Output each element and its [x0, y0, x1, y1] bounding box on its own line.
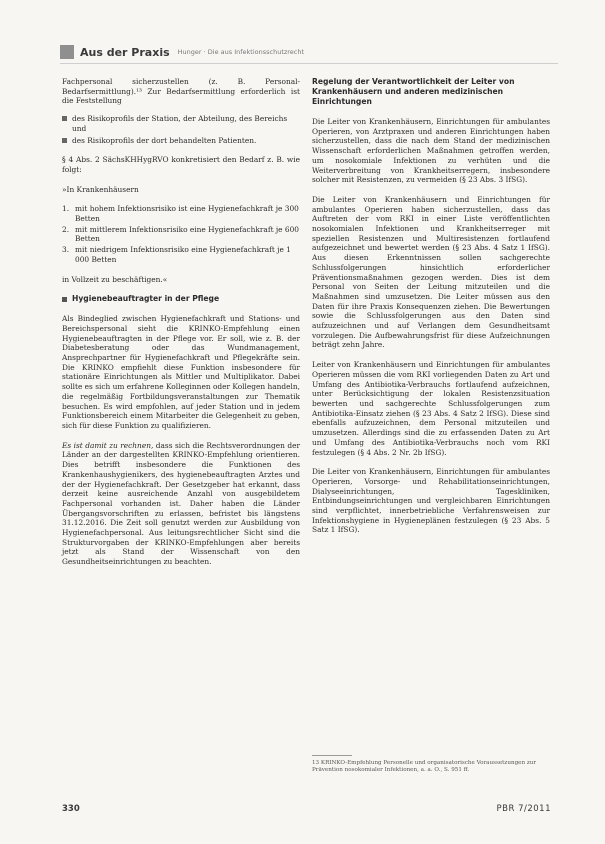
left-paragraph-5: Als Bindeglied zwischen Hygienefachkraft und Stations- und Bereichspersonal sieht die KRINKO-Empfehlung einen Hygienebeauftragten in der Pflege vor. Er soll, wie z. B. der Diabetesberatung oder das Wundmanagement, Ansprechpartner für Hygienefachkraft und Pflegekräfte sein. Die KRINKO empfiehlt diese Funktion insbesondere für stationäre Einrichtungen als Mittler und Multiplikator. Dabei sollte es sich um erfahrene Kolleginnen oder Kollegen handeln, die regelmäßig Fortbildungsveranstaltungen zur Thematik besuchen. Es wird empfohlen, auf jeder Station und in jedem Funktionsbereich einem Mitarbeiter die Gelegenheit zu geben, sich für diese Funktion zu qualifizieren. [62, 314, 300, 430]
list-number: 3. [62, 245, 70, 255]
list-text: mit mittlerem Infektionsrisiko eine Hygienefachkraft je 600 Betten [75, 224, 300, 244]
paragraph-text: dass sich die Rechtsverordnungen der Länder an der dargestellten KRINKO-Empfehlung orientieren. Dies betrifft insbesondere die Funktionen des Krankenhaushygienikers, des hygienebeauftragten Arztes und der der Hygienefachkraft. Der Gesetzgeber hat erkannt, dass derzeit keine ausreichende Anzahl von ausgebildetem Fachpersonal vorhanden ist. Daher haben die Länder Übergangsvorschriften zu erlassen, befristet bis längstens 31.12.2016. Die Zeit soll genutzt werden zur Ausbildung von Hygienefachpersonal. Aus leitungsrechtlicher Sicht sind die Strukturvorgaben der KRINKO-Empfehlungen aber bereits jetzt als Stand der Wissenschaft von den Gesundheitseinrichtungen zu beachten. [62, 440, 300, 567]
bullet-text: des Risikoprofils der dort behandelten Patienten. [72, 135, 257, 145]
left-paragraph-3: »In Krankenhäusern [62, 184, 139, 194]
list-item [62, 225, 300, 244]
section-heading [62, 294, 300, 304]
list-item [62, 136, 300, 146]
bullet-square-icon [62, 116, 67, 121]
left-paragraph-6 [62, 441, 300, 567]
journal-reference: PBR 7/2011 [496, 804, 551, 814]
right-paragraph-3: Leiter von Krankenhäusern und Einrichtungen für ambulantes Operieren müssen die vom RKI vorliegenden Daten zu Art und Umfang des Antibiotika-Verbrauchs fortlaufend aufzeichnen, unter Berücksichtigung der lokalen Resistenzsituation bewerten und sachgerechte Schlussfolgerungen zum Antibiotika-Einsatz ziehen (§ 23 Abs. 4 Satz 2 IfSG). Diese sind ebenfalls aufzuzeichnen, dem Personal mitzuteilen und umzusetzen. Allerdings sind die zu erfassenden Daten zu Art und Umfang des Antibiotika-Verbrauchs noch vom RKI festzulegen (§ 4 Abs. 2 Nr. 2b IfSG). [312, 360, 550, 457]
bullet-square-icon [62, 138, 67, 143]
left-paragraph-1: Fachpersonal sicherzustellen (z. B. Personal-Bedarfsermittlung).¹³ Zur Bedarfsermittlung erforderlich ist die Feststellung [62, 77, 300, 106]
risk-bullet-list [62, 114, 300, 145]
list-item [62, 114, 300, 133]
left-column [62, 77, 300, 577]
list-item [62, 245, 300, 264]
left-paragraph-2: § 4 Abs. 2 SächsKHHygRVO konkretisiert den Bedarf z. B. wie folgt: [62, 155, 300, 174]
footnote: 13 KRINKO-Empfehlung Personelle und organisatorische Voraussetzungen zur Prävention nosokomialer Infektionen, a. a. O., S. 951 ff. [312, 760, 537, 773]
footnote-divider [312, 755, 352, 756]
list-item [62, 204, 300, 223]
bullet-text: des Risikoprofils der Station, der Abteilung, des Bereichs und [72, 114, 288, 133]
right-paragraph-1: Die Leiter von Krankenhäusern, Einrichtungen für ambulantes Operieren, von Arztpraxen und anderen Einrichtungen haben sicherzustellen, dass die nach dem Stand der medizinischen Wissenschaft erforderlichen Maßnahmen getroffen werden, um nosokomiale Infektionen zu verhüten und die Weiterverbreitung von Krankheitserregern, insbesondere solcher mit Resistenzen, zu vermeiden (§ 23 Abs. 3 IfSG). [312, 117, 550, 185]
staffing-numbered-list [62, 204, 300, 264]
section-heading: Regelung der Verantwortlichkeit der Leiter von Krankenhäusern und anderen medizinischen Einrichtungen [312, 77, 515, 106]
page-header [60, 44, 304, 60]
left-paragraph-4: in Vollzeit zu beschäftigen.« [62, 274, 168, 284]
header-divider [60, 63, 558, 64]
section-title: Aus der Praxis [80, 45, 170, 59]
section-heading-text: Hygienebeauftragter in der Pflege [72, 294, 220, 304]
right-paragraph-2: Die Leiter von Krankenhäusern und Einrichtungen für ambulantes Operieren haben sicherzustellen, dass das Auftreten der vom RKI in einer Liste veröffentlichten nosokomialen Infektionen und Krankheitserreger mit speziellen Resistenzen und Multiresistenzen fortlaufend aufgezeichnet und bewertet werden (§ 23 Abs. 4 Satz 1 IfSG). Aus diesen Erkenntnissen sollen sachgerechte Schlussfolgerungen hinsichtlich erforderlicher Präventionsmaßnahmen gezogen werden. Dies ist dem Personal von Seiten der Leitung mitzuteilen und die Maßnahmen sind umzusetzen. Die Leiter müssen aus den Daten für ihre Praxis Konsequenzen ziehen. Die Bewertungen sowie die Schlussfolgerungen aus den Daten sind aufzuzeichnen und auf Verlangen dem Gesundheitsamt vorzulegen. Die Aufbewahrungsfrist für diese Aufzeichnungen beträgt zehn Jahre. [312, 194, 550, 350]
italic-lead: Es ist damit zu rechnen, [62, 440, 154, 450]
page-number: 330 [62, 804, 80, 814]
heading-square-icon [62, 297, 67, 302]
section-subtitle: Hunger · Die aus Infektionsschutzrecht [177, 48, 305, 56]
right-paragraph-4: Die Leiter von Krankenhäusern, Einrichtungen für ambulantes Operieren, Vorsorge- und Rehabilitationseinrichtungen, Dialyseeinrichtungen, Tageskliniken, Entbindungseinrichtungen und vergleichbaren Einrichtungen sind verpflichtet, innerbetriebliche Verfahrensweisen zur Infektionshygiene in Hygieneplänen festzulegen (§ 23 Abs. 5 Satz 1 IfSG). [312, 467, 550, 535]
list-number: 1. [62, 204, 70, 214]
list-text: mit niedrigem Infektionsrisiko eine Hygienefachkraft je 1 000 Betten [75, 245, 291, 264]
section-marker-icon [60, 45, 74, 59]
list-text: mit hohem Infektionsrisiko ist eine Hygienefachkraft je 300 Betten [75, 204, 299, 224]
list-number: 2. [62, 224, 70, 234]
right-column [312, 77, 550, 545]
